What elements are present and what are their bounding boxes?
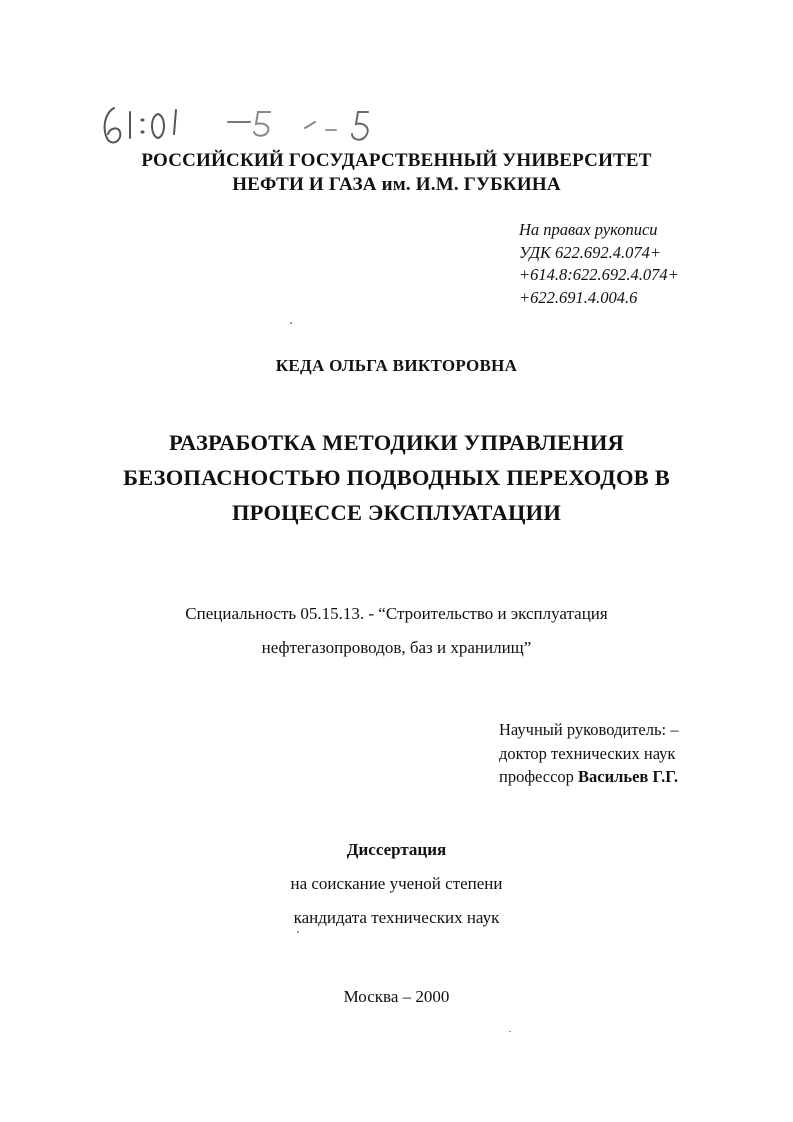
city-year: Москва – 2000 <box>343 987 450 1006</box>
title-line-3: ПРОЦЕССЕ ЭКСПЛУАТАЦИИ <box>231 500 562 525</box>
document-type: Диссертация <box>346 840 447 859</box>
author-name: КЕДА ОЛЬГА ВИКТОРОВНА <box>275 356 518 375</box>
dissertation-title <box>0 425 793 530</box>
degree-purpose: на соискание ученой степени <box>290 874 503 893</box>
udk-code-line-2: +614.8:622.692.4.074+ <box>519 265 679 284</box>
university-name-line-2: НЕФТИ И ГАЗА им. И.М. ГУБКИНА <box>232 174 561 195</box>
handwritten-archive-mark <box>100 100 430 150</box>
supervisor-title: профессор <box>499 767 574 786</box>
supervisor-degree: доктор технических наук <box>499 743 676 763</box>
supervisor-role: Научный руководитель: – <box>499 720 679 739</box>
specialty-line-1: Специальность 05.15.13. - “Строительство и эксплуатация <box>185 604 608 623</box>
udk-code-line-3: +622.691.4.004.6 <box>519 287 638 307</box>
supervisor-title-name <box>499 765 678 789</box>
degree-block <box>0 833 793 935</box>
manuscript-rights-note: На правах рукописи <box>519 220 658 239</box>
scan-speck <box>509 1031 511 1032</box>
degree-name: кандидата технических наук <box>293 908 500 927</box>
specialty-block <box>0 597 793 665</box>
supervisor-block <box>499 718 678 789</box>
title-line-1: РАЗРАБОТКА МЕТОДИКИ УПРАВЛЕНИЯ <box>168 430 625 455</box>
specialty-line-2: нефтегазопроводов, баз и хранилищ” <box>261 638 532 657</box>
title-line-2: БЕЗОПАСНОСТЬЮ ПОДВОДНЫХ ПЕРЕХОДОВ В <box>123 465 670 490</box>
supervisor-name: Васильев Г.Г. <box>578 767 678 786</box>
scan-speck <box>290 322 292 324</box>
scan-speck <box>297 931 299 933</box>
udk-code-line-1: УДК 622.692.4.074+ <box>519 242 662 262</box>
university-name-line-1: РОССИЙСКИЙ ГОСУДАРСТВЕННЫЙ УНИВЕРСИТЕТ <box>141 150 652 171</box>
classification-block <box>519 219 679 309</box>
